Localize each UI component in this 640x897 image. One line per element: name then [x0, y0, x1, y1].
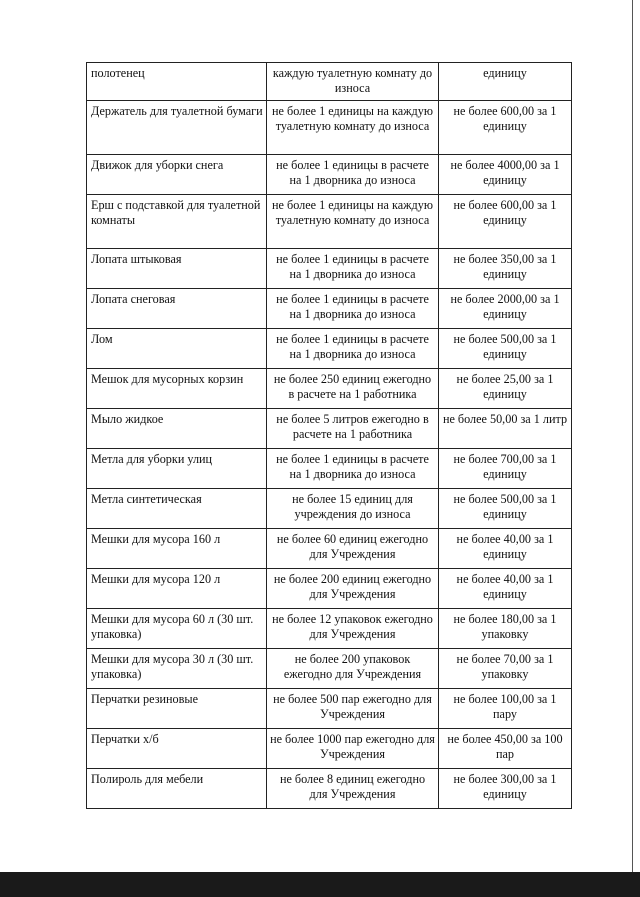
item-norm-cell: не более 1 единицы в расчете на 1 дворника до износа — [267, 249, 439, 289]
table-row — [87, 649, 572, 689]
item-norm-cell: не более 1 единицы в расчете на 1 дворника до износа — [267, 289, 439, 329]
item-name-cell: Полироль для мебели — [87, 769, 267, 809]
item-norm-cell: не более 12 упаковок ежегодно для Учреждения — [267, 609, 439, 649]
item-name-cell: полотенец — [87, 63, 267, 101]
item-norm-cell: не более 8 единиц ежегодно для Учреждения — [267, 769, 439, 809]
item-norm-cell: не более 1 единицы в расчете на 1 дворника до износа — [267, 329, 439, 369]
item-name-cell: Держатель для туалетной бумаги — [87, 101, 267, 155]
item-price-cell: не более 450,00 за 100 пар — [439, 729, 572, 769]
item-norm-cell: не более 250 единиц ежегодно в расчете на 1 работника — [267, 369, 439, 409]
table-row — [87, 369, 572, 409]
table-row — [87, 569, 572, 609]
item-name-cell: Лопата снеговая — [87, 289, 267, 329]
item-norm-cell: не более 1000 пар ежегодно для Учреждения — [267, 729, 439, 769]
item-price-cell: не более 600,00 за 1 единицу — [439, 195, 572, 249]
item-norm-cell: каждую туалетную комнату до износа — [267, 63, 439, 101]
table-row — [87, 489, 572, 529]
item-name-cell: Мешки для мусора 30 л (30 шт. упаковка) — [87, 649, 267, 689]
item-price-cell: не более 2000,00 за 1 единицу — [439, 289, 572, 329]
item-name-cell: Метла для уборки улиц — [87, 449, 267, 489]
norms-table-body — [87, 63, 572, 809]
item-price-cell: не более 500,00 за 1 единицу — [439, 329, 572, 369]
item-norm-cell: не более 1 единицы на каждую туалетную комнату до износа — [267, 101, 439, 155]
table-row — [87, 729, 572, 769]
item-price-cell: не более 4000,00 за 1 единицу — [439, 155, 572, 195]
table-row — [87, 249, 572, 289]
item-norm-cell: не более 60 единиц ежегодно для Учреждения — [267, 529, 439, 569]
item-name-cell: Движок для уборки снега — [87, 155, 267, 195]
table-row — [87, 101, 572, 155]
item-price-cell: не более 500,00 за 1 единицу — [439, 489, 572, 529]
table-row — [87, 609, 572, 649]
item-name-cell: Перчатки резиновые — [87, 689, 267, 729]
item-price-cell: не более 700,00 за 1 единицу — [439, 449, 572, 489]
table-row — [87, 289, 572, 329]
norms-table — [86, 62, 572, 809]
item-name-cell: Мешки для мусора 120 л — [87, 569, 267, 609]
table-row — [87, 63, 572, 101]
item-norm-cell: не более 500 пар ежегодно для Учреждения — [267, 689, 439, 729]
item-price-cell: не более 300,00 за 1 единицу — [439, 769, 572, 809]
item-price-cell: не более 40,00 за 1 единицу — [439, 529, 572, 569]
item-norm-cell: не более 1 единицы на каждую туалетную комнату до износа — [267, 195, 439, 249]
item-norm-cell: не более 200 единиц ежегодно для Учреждения — [267, 569, 439, 609]
table-row — [87, 409, 572, 449]
table-row — [87, 689, 572, 729]
item-name-cell: Перчатки х/б — [87, 729, 267, 769]
item-price-cell: не более 70,00 за 1 упаковку — [439, 649, 572, 689]
item-norm-cell: не более 200 упаковок ежегодно для Учреждения — [267, 649, 439, 689]
table-row — [87, 195, 572, 249]
item-price-cell: не более 50,00 за 1 литр — [439, 409, 572, 449]
table-row — [87, 529, 572, 569]
table-row — [87, 329, 572, 369]
table-row — [87, 155, 572, 195]
scan-bottom-border — [0, 872, 640, 897]
table-row — [87, 449, 572, 489]
item-name-cell: Лопата штыковая — [87, 249, 267, 289]
item-price-cell: не более 25,00 за 1 единицу — [439, 369, 572, 409]
item-name-cell: Лом — [87, 329, 267, 369]
item-price-cell: единицу — [439, 63, 572, 101]
item-price-cell: не более 40,00 за 1 единицу — [439, 569, 572, 609]
item-price-cell: не более 600,00 за 1 единицу — [439, 101, 572, 155]
item-norm-cell: не более 15 единиц для учреждения до износа — [267, 489, 439, 529]
table-row — [87, 769, 572, 809]
item-name-cell: Мешки для мусора 60 л (30 шт. упаковка) — [87, 609, 267, 649]
item-name-cell: Мыло жидкое — [87, 409, 267, 449]
item-norm-cell: не более 1 единицы в расчете на 1 дворника до износа — [267, 155, 439, 195]
item-norm-cell: не более 5 литров ежегодно в расчете на 1 работника — [267, 409, 439, 449]
item-norm-cell: не более 1 единицы в расчете на 1 дворника до износа — [267, 449, 439, 489]
item-price-cell: не более 100,00 за 1 пару — [439, 689, 572, 729]
item-name-cell: Мешки для мусора 160 л — [87, 529, 267, 569]
item-name-cell: Ерш с подставкой для туалетной комнаты — [87, 195, 267, 249]
item-name-cell: Мешок для мусорных корзин — [87, 369, 267, 409]
item-name-cell: Метла синтетическая — [87, 489, 267, 529]
item-price-cell: не более 350,00 за 1 единицу — [439, 249, 572, 289]
item-price-cell: не более 180,00 за 1 упаковку — [439, 609, 572, 649]
